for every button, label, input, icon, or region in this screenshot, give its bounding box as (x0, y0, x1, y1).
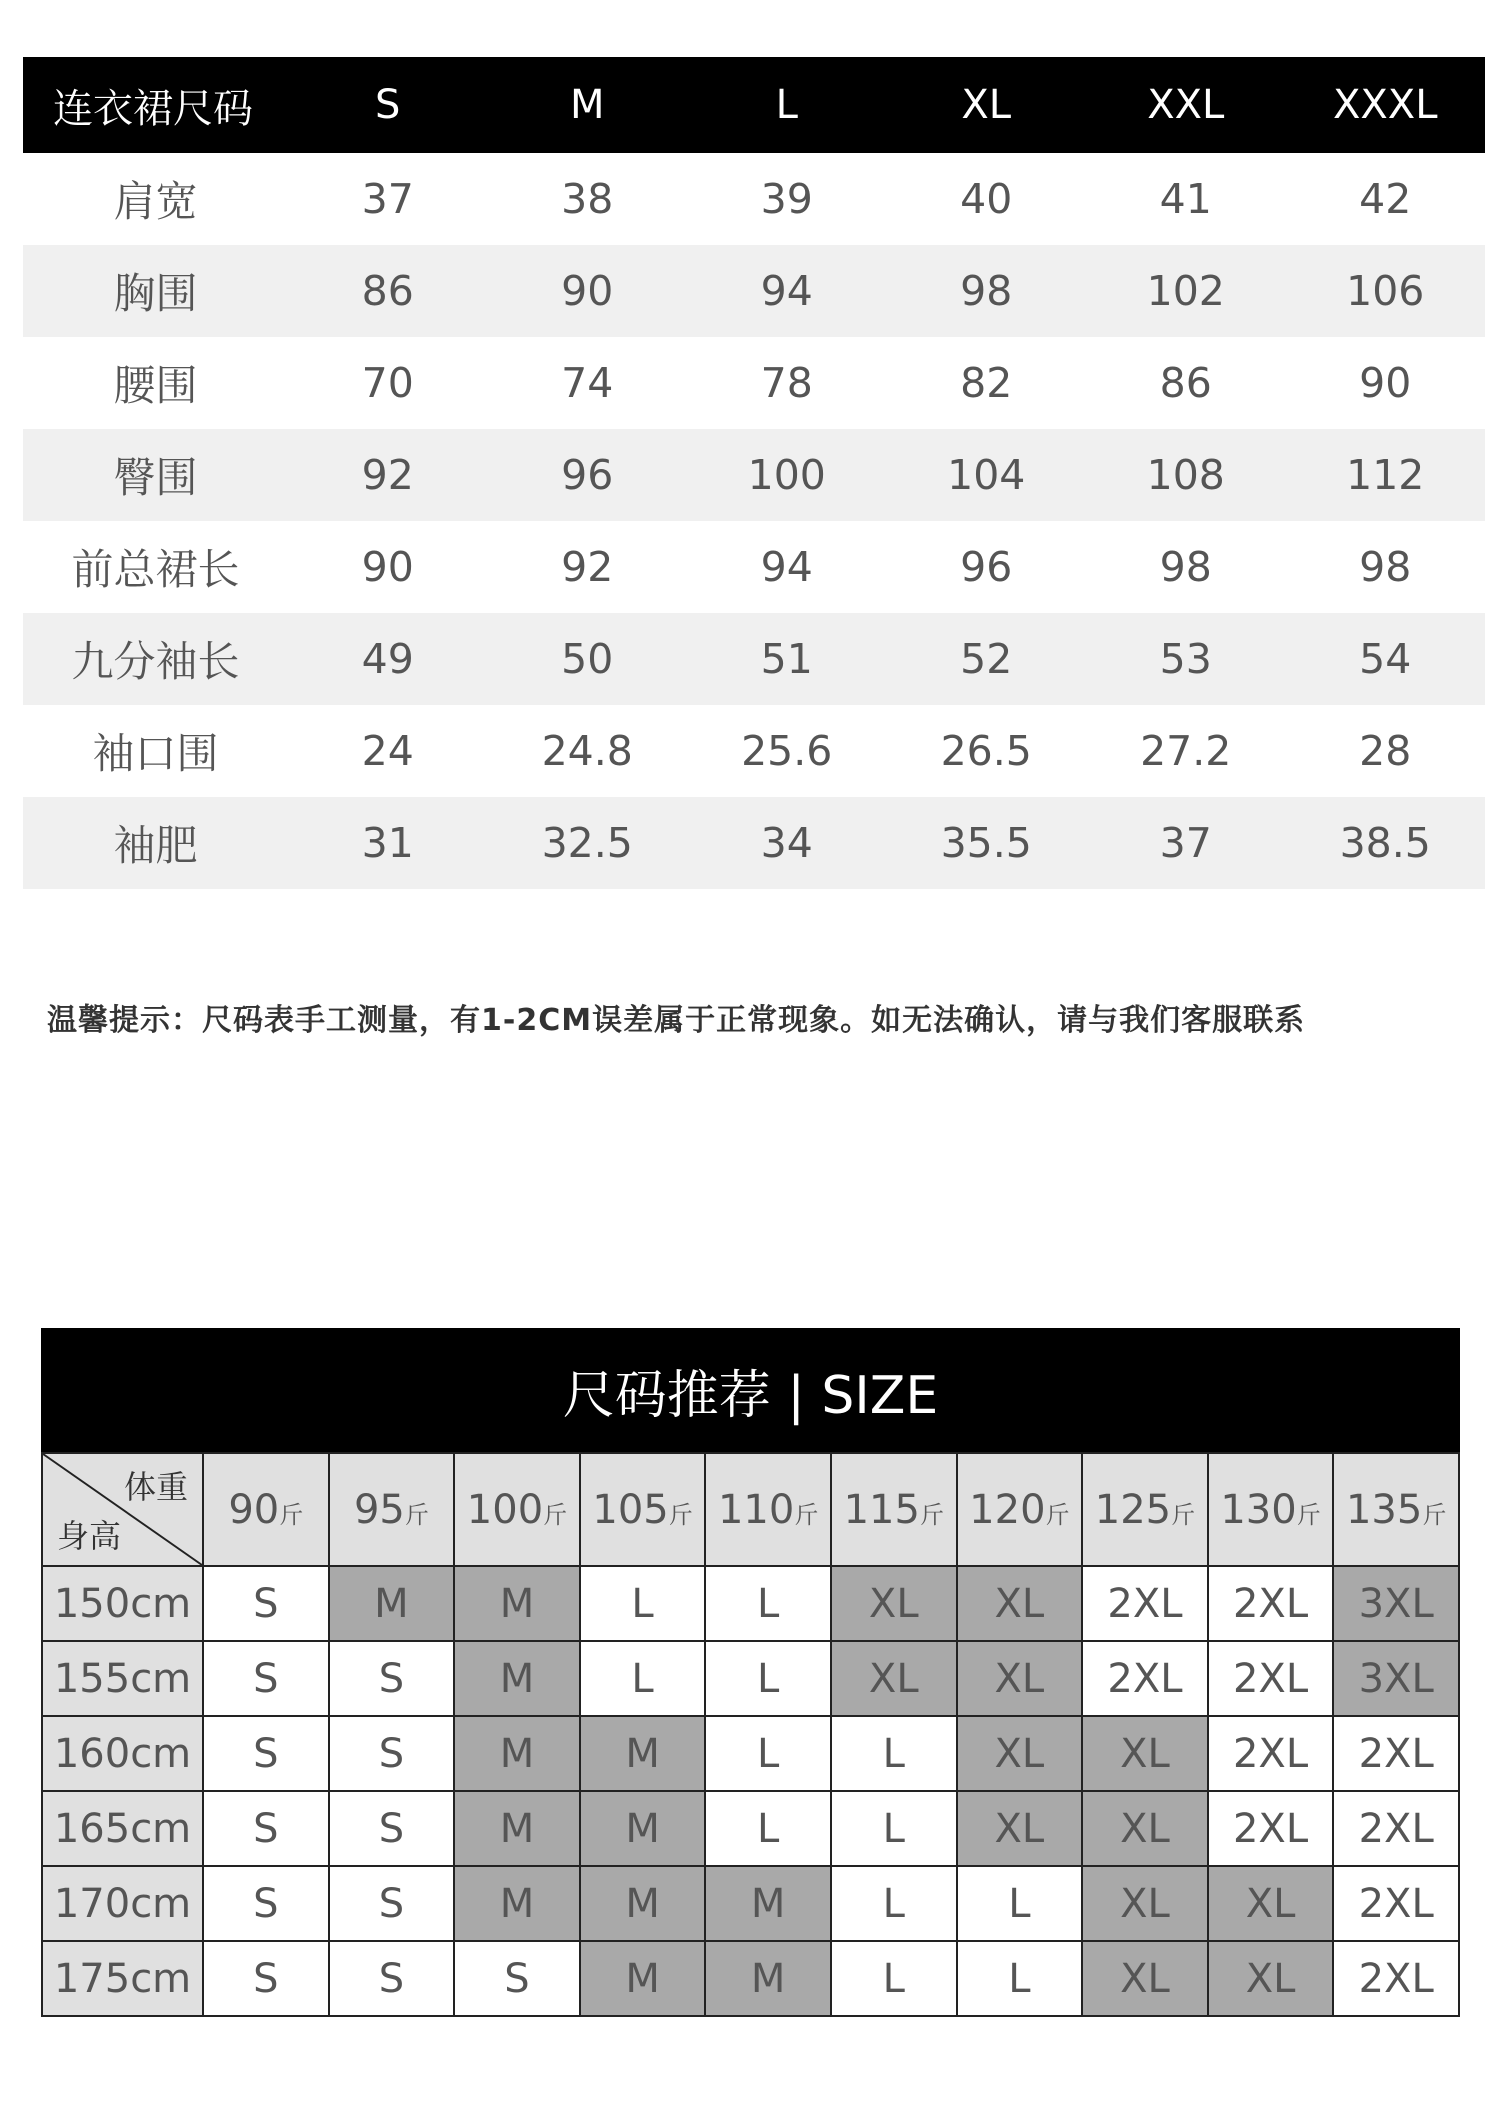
recommended-size-cell: M (454, 1791, 580, 1866)
measurement-value: 39 (760, 175, 813, 223)
recommended-size-cell: XL (831, 1566, 957, 1641)
measurement-label: 胸围 (113, 269, 198, 318)
weight-value: 90 (228, 1486, 280, 1533)
weight-header (454, 1453, 580, 1566)
recommended-size-cell: M (580, 1866, 706, 1941)
recommended-size-cell: M (580, 1716, 706, 1791)
recommend-row (42, 1641, 1459, 1716)
weight-header (1208, 1453, 1334, 1566)
recommended-size-cell: S (329, 1716, 455, 1791)
measurement-label: 肩宽 (113, 177, 198, 226)
measurement-value: 86 (1159, 359, 1212, 407)
measurement-value: 106 (1346, 267, 1425, 315)
recommended-size-cell: L (580, 1566, 706, 1641)
weight-header (957, 1453, 1083, 1566)
size-row (23, 153, 1485, 245)
recommended-size-cell: S (203, 1566, 329, 1641)
recommended-size-cell: S (329, 1791, 455, 1866)
size-row (23, 337, 1485, 429)
recommended-size-cell: M (580, 1941, 706, 2016)
weight-unit: 斤 (404, 1500, 429, 1529)
recommended-size-cell: 2XL (1208, 1716, 1334, 1791)
weight-unit: 斤 (1171, 1500, 1196, 1529)
measurement-value: 31 (361, 819, 414, 867)
recommended-size-cell: 2XL (1333, 1941, 1459, 2016)
measurement-value: 53 (1159, 635, 1212, 683)
recommended-size-cell: 3XL (1333, 1641, 1459, 1716)
measurement-value: 28 (1359, 727, 1412, 775)
recommended-size-cell: 2XL (1208, 1566, 1334, 1641)
measurement-value: 37 (361, 175, 414, 223)
measurement-value: 98 (1159, 543, 1212, 591)
weight-value: 130 (1220, 1486, 1297, 1533)
recommended-size-cell: S (203, 1866, 329, 1941)
recommended-size-cell: 2XL (1333, 1716, 1459, 1791)
recommended-size-cell: L (831, 1866, 957, 1941)
measurement-value: 38.5 (1339, 819, 1431, 867)
recommended-size-cell: M (580, 1791, 706, 1866)
measurement-value: 70 (361, 359, 414, 407)
measurement-label: 袖肥 (113, 821, 198, 870)
recommend-row (42, 1941, 1459, 2016)
weight-unit: 斤 (279, 1500, 304, 1529)
recommended-size-cell: M (454, 1716, 580, 1791)
measurement-value: 51 (760, 635, 813, 683)
recommended-size-cell: L (705, 1566, 831, 1641)
measurement-value: 82 (960, 359, 1013, 407)
recommended-size-cell: L (957, 1941, 1083, 2016)
measurement-value: 94 (760, 267, 813, 315)
size-row (23, 245, 1485, 337)
recommended-size-cell: 2XL (1208, 1641, 1334, 1716)
measurement-value: 40 (960, 175, 1013, 223)
size-header-l: L (775, 82, 798, 128)
weight-value: 95 (353, 1486, 405, 1533)
height-label: 身高 (57, 1517, 122, 1555)
measurement-value: 24 (361, 727, 414, 775)
recommended-size-cell: S (203, 1791, 329, 1866)
size-chart-table (23, 57, 1485, 889)
recommend-row (42, 1716, 1459, 1791)
measurement-value: 32.5 (541, 819, 633, 867)
size-row (23, 797, 1485, 889)
height-value: 155cm (42, 1641, 203, 1716)
recommended-size-cell: M (705, 1941, 831, 2016)
height-value: 175cm (42, 1941, 203, 2016)
measurement-value: 90 (561, 267, 614, 315)
recommended-size-cell: 2XL (1082, 1566, 1208, 1641)
recommend-row (42, 1791, 1459, 1866)
size-row (23, 613, 1485, 705)
recommended-size-cell: XL (1082, 1716, 1208, 1791)
recommended-size-cell: L (831, 1941, 957, 2016)
recommended-size-cell: XL (831, 1641, 957, 1716)
measurement-value: 50 (561, 635, 614, 683)
weight-value: 125 (1094, 1486, 1172, 1533)
measurement-label: 前总裙长 (71, 545, 240, 594)
measurement-value: 96 (960, 543, 1013, 591)
measurement-tip: 温馨提示：尺码表手工测量，有1-2CM误差属于正常现象。如无法确认，请与我们客服联系 (47, 1003, 1306, 1038)
measurement-value: 27.2 (1140, 727, 1232, 775)
measurement-value: 74 (561, 359, 614, 407)
recommended-size-cell: L (957, 1866, 1083, 1941)
recommended-size-cell: XL (957, 1641, 1083, 1716)
measurement-value: 90 (1359, 359, 1412, 407)
measurement-label: 腰围 (113, 361, 198, 410)
recommended-size-cell: L (580, 1641, 706, 1716)
recommended-size-cell: M (454, 1866, 580, 1941)
measurement-value: 112 (1346, 451, 1425, 499)
height-value: 165cm (42, 1791, 203, 1866)
measurement-value: 98 (960, 267, 1013, 315)
recommend-row (42, 1566, 1459, 1641)
weight-header (831, 1453, 957, 1566)
recommended-size-cell: M (329, 1566, 455, 1641)
measurement-value: 25.6 (741, 727, 833, 775)
recommended-size-cell: XL (1208, 1941, 1334, 2016)
recommended-size-cell: S (329, 1866, 455, 1941)
recommended-size-cell: XL (1082, 1791, 1208, 1866)
weight-unit: 斤 (919, 1500, 944, 1529)
recommended-size-cell: XL (957, 1716, 1083, 1791)
measurement-value: 92 (561, 543, 614, 591)
measurement-value: 49 (361, 635, 414, 683)
recommended-size-cell: XL (1208, 1866, 1334, 1941)
measurement-value: 41 (1159, 175, 1212, 223)
recommended-size-cell: 3XL (1333, 1566, 1459, 1641)
recommended-size-cell: XL (957, 1791, 1083, 1866)
recommend-title: 尺码推荐 | SIZE (41, 1328, 1460, 1452)
measurement-value: 92 (361, 451, 414, 499)
size-header-label: 连衣裙尺码 (53, 85, 253, 132)
measurement-value: 96 (561, 451, 614, 499)
weight-header (580, 1453, 706, 1566)
recommended-size-cell: S (203, 1641, 329, 1716)
weight-unit: 斤 (1296, 1500, 1321, 1529)
recommended-size-cell: L (705, 1716, 831, 1791)
measurement-label: 臀围 (113, 453, 198, 502)
measurement-value: 102 (1146, 267, 1225, 315)
size-row (23, 429, 1485, 521)
measurement-value: 52 (960, 635, 1013, 683)
weight-value: 110 (717, 1486, 795, 1533)
weight-value: 135 (1345, 1486, 1423, 1533)
weight-header (329, 1453, 455, 1566)
recommended-size-cell: 2XL (1333, 1866, 1459, 1941)
measurement-value: 54 (1359, 635, 1412, 683)
recommended-size-cell: M (454, 1641, 580, 1716)
measurement-value: 42 (1359, 175, 1412, 223)
recommended-size-cell: 2XL (1333, 1791, 1459, 1866)
measurement-value: 37 (1159, 819, 1212, 867)
size-header-xxl: XXL (1147, 82, 1225, 128)
height-value: 160cm (42, 1716, 203, 1791)
weight-value: 100 (466, 1486, 544, 1533)
recommend-row (42, 1866, 1459, 1941)
weight-unit: 斤 (794, 1500, 819, 1529)
weight-unit: 斤 (1422, 1500, 1447, 1529)
recommended-size-cell: S (329, 1641, 455, 1716)
height-value: 150cm (42, 1566, 203, 1641)
weight-value: 105 (592, 1486, 669, 1533)
measurement-value: 26.5 (940, 727, 1032, 775)
recommended-size-cell: XL (1082, 1941, 1208, 2016)
weight-header (203, 1453, 329, 1566)
measurement-label: 九分袖长 (71, 637, 240, 686)
recommended-size-cell: L (705, 1641, 831, 1716)
height-value: 170cm (42, 1866, 203, 1941)
recommended-size-cell: S (203, 1941, 329, 2016)
recommended-size-cell: L (705, 1791, 831, 1866)
measurement-value: 98 (1359, 543, 1412, 591)
weight-unit: 斤 (543, 1500, 568, 1529)
measurement-label: 袖口围 (92, 729, 219, 778)
size-recommendation-table (41, 1328, 1460, 2017)
measurement-value: 90 (361, 543, 414, 591)
size-header-s: S (375, 82, 401, 128)
weight-unit: 斤 (668, 1500, 693, 1529)
measurement-value: 78 (760, 359, 813, 407)
weight-unit: 斤 (1045, 1500, 1070, 1529)
weight-value: 115 (843, 1486, 920, 1533)
weight-header (1082, 1453, 1208, 1566)
size-row (23, 521, 1485, 613)
recommended-size-cell: S (329, 1941, 455, 2016)
recommended-size-cell: L (831, 1791, 957, 1866)
measurement-value: 108 (1146, 451, 1225, 499)
measurement-value: 94 (760, 543, 813, 591)
size-row (23, 705, 1485, 797)
size-chart-header (23, 57, 1485, 153)
corner-cell (42, 1453, 203, 1566)
recommended-size-cell: XL (1082, 1866, 1208, 1941)
measurement-value: 34 (760, 819, 813, 867)
measurement-value: 100 (747, 451, 826, 499)
measurement-value: 86 (361, 267, 414, 315)
size-header-xl: XL (961, 82, 1012, 128)
weight-label: 体重 (123, 1468, 188, 1506)
weight-header (705, 1453, 831, 1566)
recommended-size-cell: 2XL (1082, 1641, 1208, 1716)
recommended-size-cell: S (454, 1941, 580, 2016)
measurement-value: 38 (561, 175, 614, 223)
recommended-size-cell: M (705, 1866, 831, 1941)
recommend-header-row (42, 1453, 1459, 1566)
weight-header (1333, 1453, 1459, 1566)
measurement-value: 104 (947, 451, 1026, 499)
recommended-size-cell: L (831, 1716, 957, 1791)
recommended-size-cell: XL (957, 1566, 1083, 1641)
size-header-m: M (569, 82, 605, 128)
recommended-size-cell: S (203, 1716, 329, 1791)
recommended-size-cell: M (454, 1566, 580, 1641)
size-header-xxxl: XXXL (1333, 82, 1438, 128)
measurement-value: 35.5 (940, 819, 1032, 867)
measurement-value: 24.8 (541, 727, 633, 775)
recommend-grid (41, 1452, 1460, 2017)
recommended-size-cell: 2XL (1208, 1791, 1334, 1866)
weight-value: 120 (969, 1486, 1046, 1533)
